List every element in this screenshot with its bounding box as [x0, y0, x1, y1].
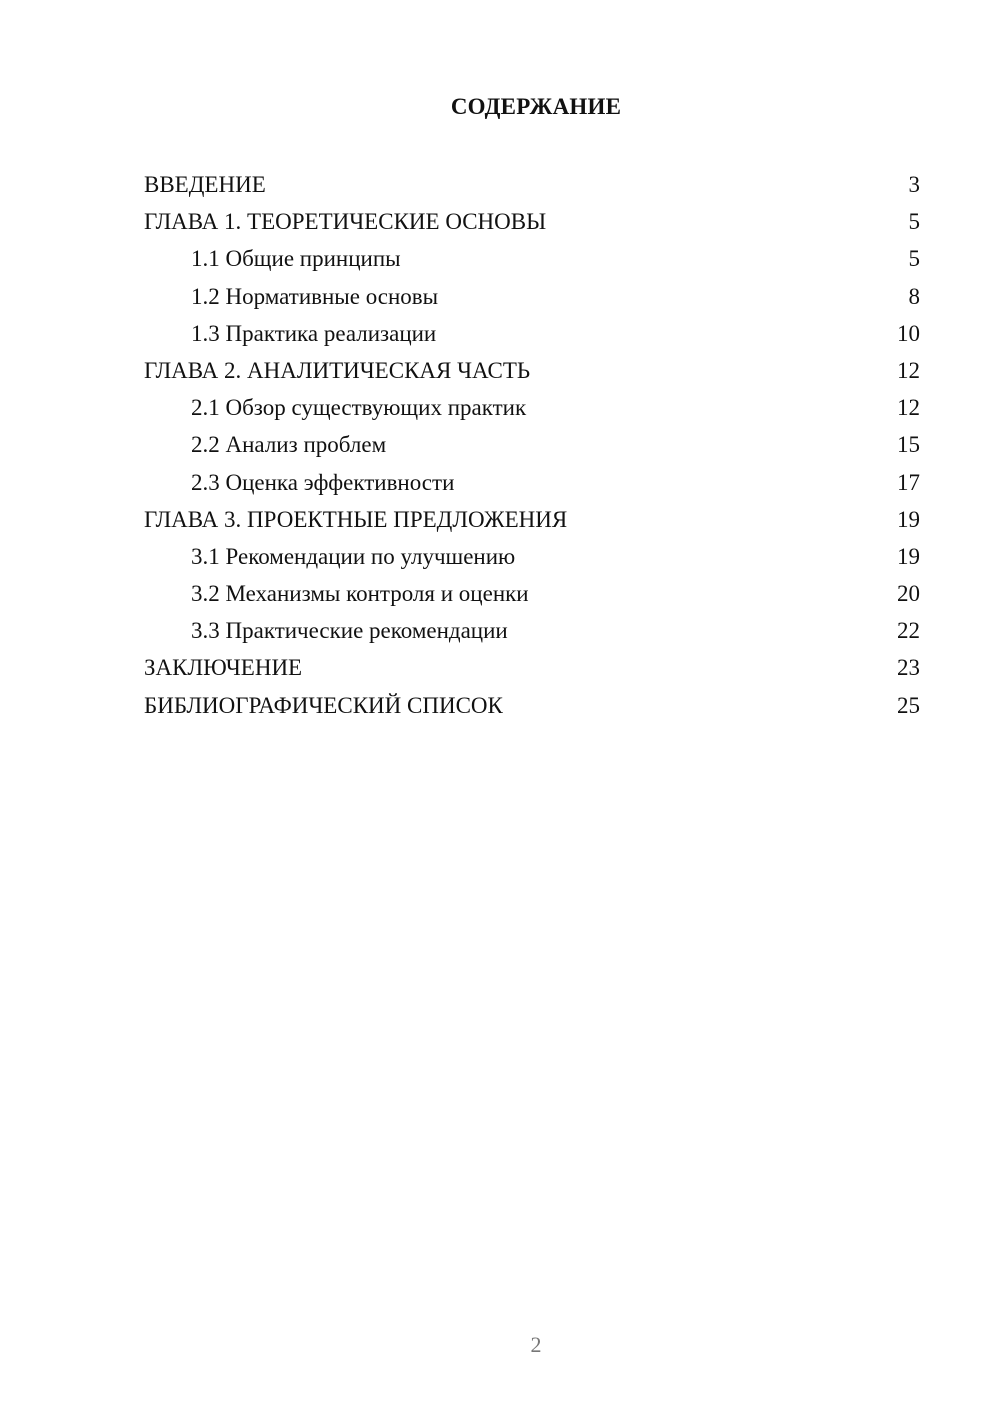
toc-entry-section-3-2: [144, 575, 920, 612]
toc-entry-section-3-1: [144, 538, 920, 575]
toc-entry-label: 2.1 Обзор существующих практик: [191, 395, 527, 421]
toc-entry-section-3-3: [144, 612, 920, 649]
toc-entry-label: 2.2 Анализ проблем: [191, 432, 387, 458]
page-number: 2: [530, 1332, 542, 1357]
toc-entry-section-2-1: [144, 389, 920, 426]
toc-entry-page: 12: [897, 357, 920, 383]
toc-entry-label: 1.2 Нормативные основы: [191, 283, 439, 309]
table-of-contents: [144, 166, 920, 724]
toc-entry-page: 5: [908, 246, 920, 272]
toc-entry-label: ВВЕДЕНИЕ: [144, 172, 266, 197]
toc-entry-chapter-2: [144, 352, 920, 389]
toc-entry-label: 1.1 Общие принципы: [191, 246, 401, 272]
toc-entry-page: 25: [897, 692, 920, 718]
toc-entry-page: 17: [897, 469, 920, 495]
toc-entry-chapter-3: [144, 501, 920, 538]
toc-entry-section-2-2: [144, 426, 920, 463]
toc-entry-label: 3.2 Механизмы контроля и оценки: [191, 581, 529, 607]
toc-entry-label: ГЛАВА 3. ПРОЕКТНЫЕ ПРЕДЛОЖЕНИЯ: [144, 506, 568, 532]
page-title: СОДЕРЖАНИЕ: [450, 94, 622, 119]
toc-entry-label: ГЛАВА 1. ТЕОРЕТИЧЕСКИЕ ОСНОВЫ: [144, 209, 547, 235]
toc-entry-label: 1.3 Практика реализации: [191, 320, 437, 346]
toc-entry-section-1-3: [144, 315, 920, 352]
toc-entry-introduction: [144, 166, 920, 203]
toc-entry-page: 5: [908, 209, 920, 235]
toc-entry-page: 23: [897, 655, 920, 681]
toc-entry-label: 3.1 Рекомендации по улучшению: [191, 543, 516, 569]
toc-entry-label: БИБЛИОГРАФИЧЕСКИЙ СПИСОК: [144, 692, 503, 718]
toc-entry-section-2-3: [144, 464, 920, 501]
toc-entry-chapter-1: [144, 203, 920, 240]
toc-entry-label: ГЛАВА 2. АНАЛИТИЧЕСКАЯ ЧАСТЬ: [144, 357, 531, 383]
toc-entry-page: 15: [897, 432, 920, 458]
toc-entry-section-1-2: [144, 278, 920, 315]
toc-entry-page: 19: [897, 506, 920, 532]
toc-entry-label: 3.3 Практические рекомендации: [191, 618, 508, 644]
toc-entry-label: 2.3 Оценка эффективности: [191, 469, 455, 495]
toc-entry-section-1-1: [144, 240, 920, 277]
toc-entry-page: 22: [897, 618, 920, 644]
toc-entry-label: ЗАКЛЮЧЕНИЕ: [144, 655, 303, 681]
toc-entry-page: 12: [897, 395, 920, 421]
toc-entry-page: 3: [908, 172, 920, 197]
toc-entry-conclusion: [144, 649, 920, 686]
toc-entry-bibliography: [144, 687, 920, 724]
toc-entry-page: 8: [908, 283, 920, 309]
toc-entry-page: 19: [897, 543, 920, 569]
toc-entry-page: 20: [897, 581, 920, 607]
toc-entry-page: 10: [897, 320, 920, 346]
